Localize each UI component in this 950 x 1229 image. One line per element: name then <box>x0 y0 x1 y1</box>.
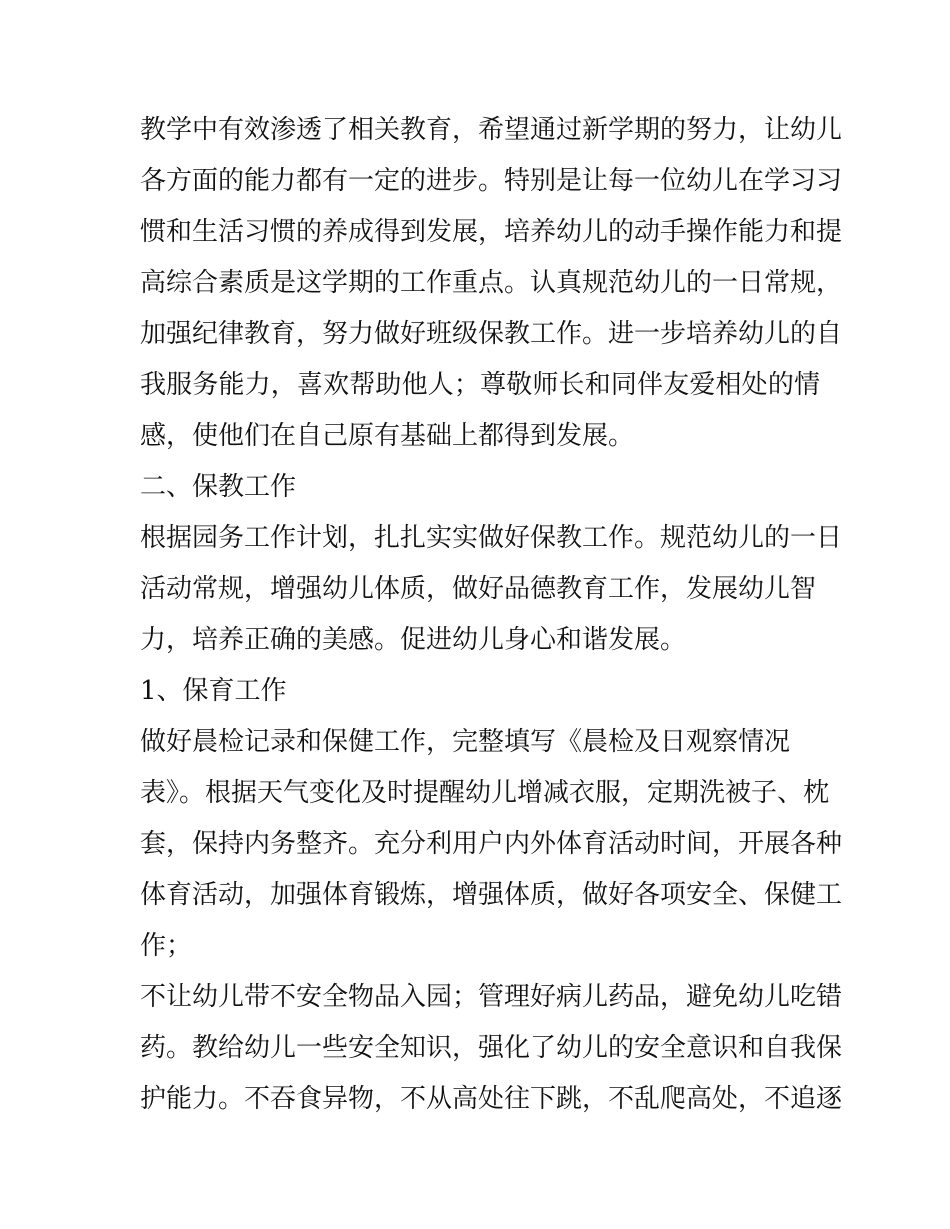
text-line: 我服务能力，喜欢帮助他人；尊敬师长和同伴友爱相处的情 <box>140 370 820 400</box>
section-heading: 二、保教工作 <box>140 472 297 502</box>
text-line: 感，使他们在自己原有基础上都得到发展。 <box>140 421 635 451</box>
text-line: 加强纪律教育，努力做好班级保教工作。进一步培养幼儿的自 <box>140 319 843 349</box>
subsection-heading: 1、保育工作 <box>140 676 287 706</box>
text-line: 做好晨检记录和保健工作，完整填写《晨检及日观察情况 <box>140 727 791 757</box>
text-line: 根据园务工作计划，扎扎实实做好保教工作。规范幼儿的一日 <box>140 523 843 553</box>
text-line: 惯和生活习惯的养成得到发展，培养幼儿的动手操作能力和提 <box>140 217 843 247</box>
text-line: 药。教给幼儿一些安全知识，强化了幼儿的安全意识和自我保 <box>140 1033 843 1063</box>
text-line: 教学中有效渗透了相关教育，希望通过新学期的努力，让幼儿 <box>140 115 843 145</box>
text-line: 体育活动，加强体育锻炼，增强体质，做好各项安全、保健工 <box>140 880 843 910</box>
text-line: 套，保持内务整齐。充分利用户内外体育活动时间，开展各种 <box>140 829 843 859</box>
text-line: 力，培养正确的美感。促进幼儿身心和谐发展。 <box>140 625 687 655</box>
text-line: 各方面的能力都有一定的进步。特别是让每一位幼儿在学习习 <box>140 166 843 196</box>
text-line: 活动常规，增强幼儿体质，做好品德教育工作，发展幼儿智 <box>140 574 817 604</box>
text-line: 高综合素质是这学期的工作重点。认真规范幼儿的一日常规， <box>140 268 843 298</box>
document-body <box>140 105 843 1125</box>
text-line: 护能力。不吞食异物，不从高处往下跳，不乱爬高处，不追逐 <box>140 1084 843 1114</box>
text-line: 不让幼儿带不安全物品入园；管理好病儿药品，避免幼儿吃错 <box>140 982 843 1012</box>
text-line: 作； <box>140 931 193 961</box>
text-line: 表》。根据天气变化及时提醒幼儿增减衣服，定期洗被子、枕 <box>140 778 830 808</box>
